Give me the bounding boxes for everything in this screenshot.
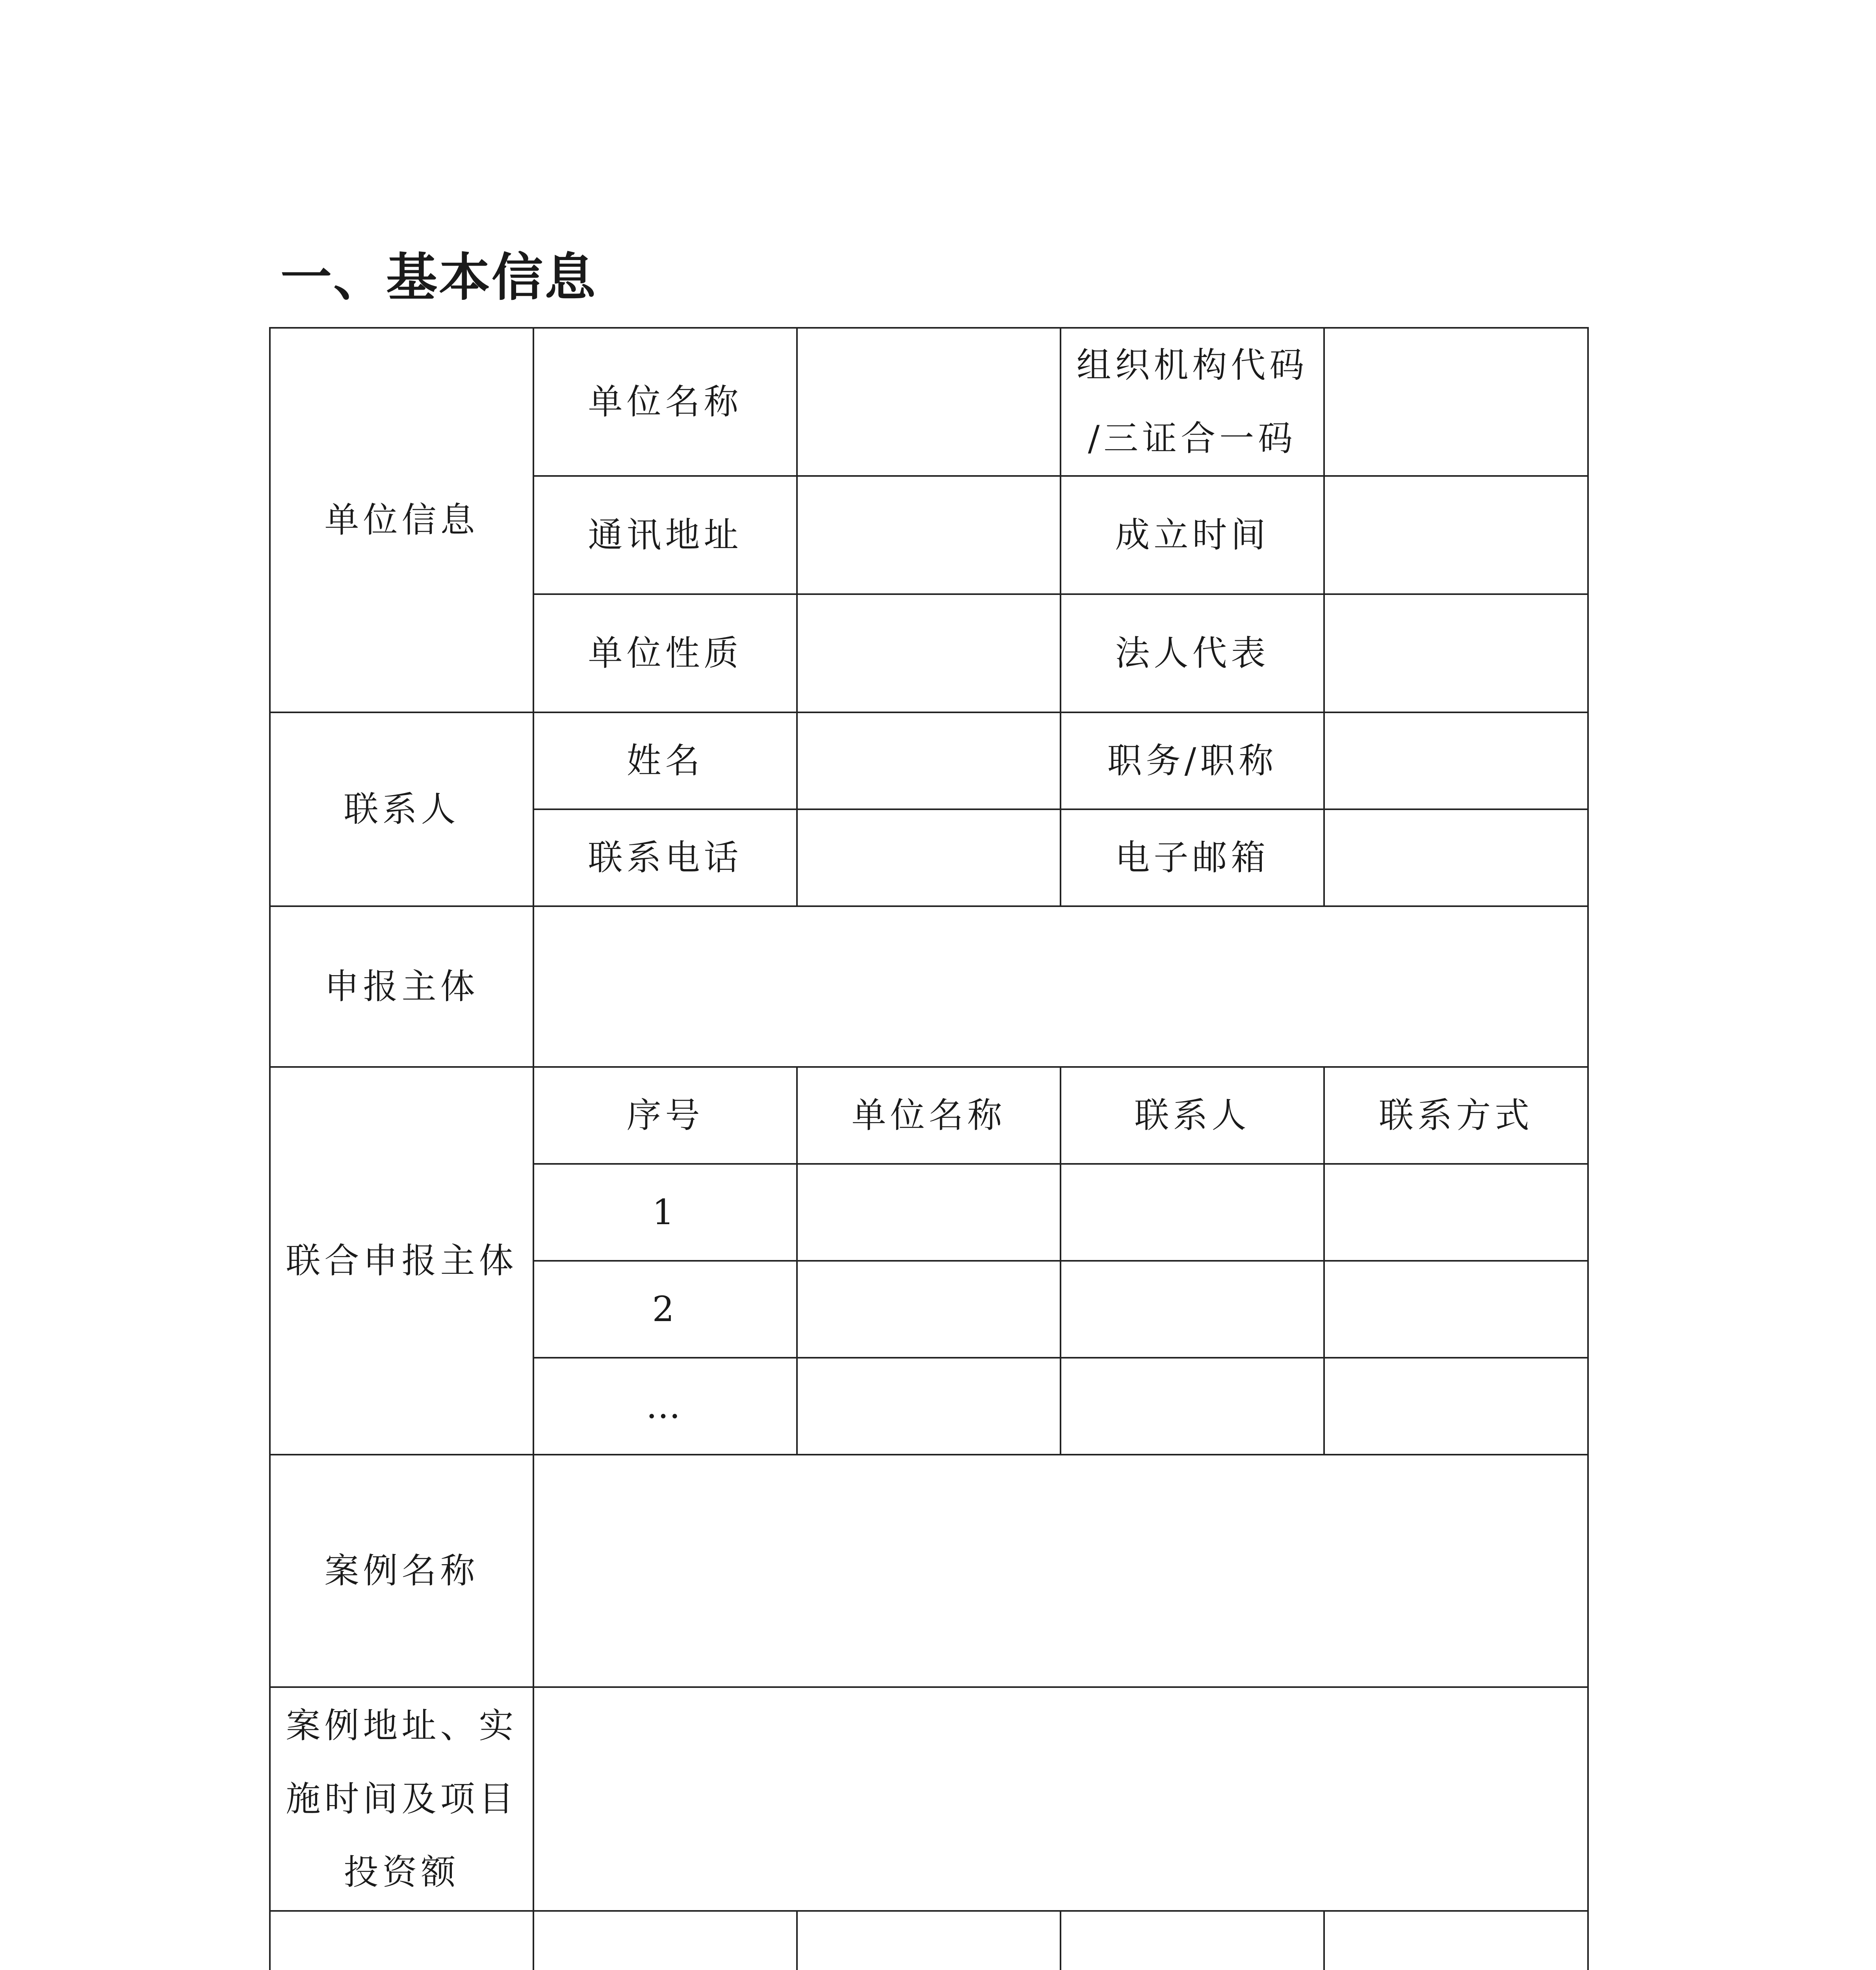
founded-label: 成立时间 xyxy=(1061,476,1324,594)
applicant-label: 申报主体 xyxy=(270,906,533,1067)
joint-header-unit-name: 单位名称 xyxy=(797,1067,1061,1164)
joint-row-contact-field[interactable] xyxy=(1061,1164,1324,1261)
contact-name-field[interactable] xyxy=(797,712,1061,809)
unit-name-field[interactable] xyxy=(797,328,1061,476)
joint-applicants-label: 联合申报主体 xyxy=(270,1067,533,1455)
joint-row-unit-name-field[interactable] xyxy=(797,1164,1061,1261)
joint-row-unit-name-field[interactable] xyxy=(797,1261,1061,1358)
case-name-field[interactable] xyxy=(533,1455,1588,1687)
org-code-field[interactable] xyxy=(1324,328,1588,476)
joint-row-unit-name-field[interactable] xyxy=(797,1358,1061,1455)
contact-name-label: 姓名 xyxy=(533,712,797,809)
legal-rep-field[interactable] xyxy=(1324,594,1588,712)
case-detail-label: 案例地址、实 施时间及项目 投资额 xyxy=(270,1687,533,1911)
case-detail-field[interactable] xyxy=(533,1687,1588,1911)
joint-header-contact: 联系人 xyxy=(1061,1067,1324,1164)
unit-info-label: 单位信息 xyxy=(270,328,533,712)
basic-info-form xyxy=(269,327,1589,1970)
direction-checkbox-good-house[interactable] xyxy=(533,1911,797,1970)
founded-field[interactable] xyxy=(1324,476,1588,594)
contact-phone-label: 联系电话 xyxy=(533,809,797,906)
unit-nature-field[interactable] xyxy=(797,594,1061,712)
direction-checkbox-good-neighborhood[interactable] xyxy=(797,1911,1061,1970)
joint-row-contact-field[interactable] xyxy=(1061,1358,1324,1455)
contact-title-label: 职务/职称 xyxy=(1061,712,1324,809)
contact-email-label: 电子邮箱 xyxy=(1061,809,1324,906)
direction-checkbox-good-community[interactable] xyxy=(1061,1911,1324,1970)
joint-row-contact-method-field[interactable] xyxy=(1324,1164,1588,1261)
joint-row-index: … xyxy=(533,1358,797,1455)
section-title: 一、基本信息 xyxy=(280,247,598,307)
legal-rep-label: 法人代表 xyxy=(1061,594,1324,712)
joint-row-contact-method-field[interactable] xyxy=(1324,1261,1588,1358)
contact-phone-field[interactable] xyxy=(797,809,1061,906)
unit-name-label: 单位名称 xyxy=(533,328,797,476)
joint-header-contact-method: 联系方式 xyxy=(1324,1067,1588,1164)
case-name-label: 案例名称 xyxy=(270,1455,533,1687)
direction-checkbox-good-district[interactable] xyxy=(1324,1911,1588,1970)
org-code-label: 组织机构代码 /三证合一码 xyxy=(1061,328,1324,476)
joint-row-index: 2 xyxy=(533,1261,797,1358)
address-field[interactable] xyxy=(797,476,1061,594)
contact-label: 联系人 xyxy=(270,712,533,906)
contact-title-field[interactable] xyxy=(1324,712,1588,809)
direction-label xyxy=(270,1911,533,1970)
address-label: 通讯地址 xyxy=(533,476,797,594)
applicant-field[interactable] xyxy=(533,906,1588,1067)
contact-email-field[interactable] xyxy=(1324,809,1588,906)
unit-nature-label: 单位性质 xyxy=(533,594,797,712)
joint-row-contact-method-field[interactable] xyxy=(1324,1358,1588,1455)
joint-header-index: 序号 xyxy=(533,1067,797,1164)
joint-row-contact-field[interactable] xyxy=(1061,1261,1324,1358)
joint-row-index: 1 xyxy=(533,1164,797,1261)
